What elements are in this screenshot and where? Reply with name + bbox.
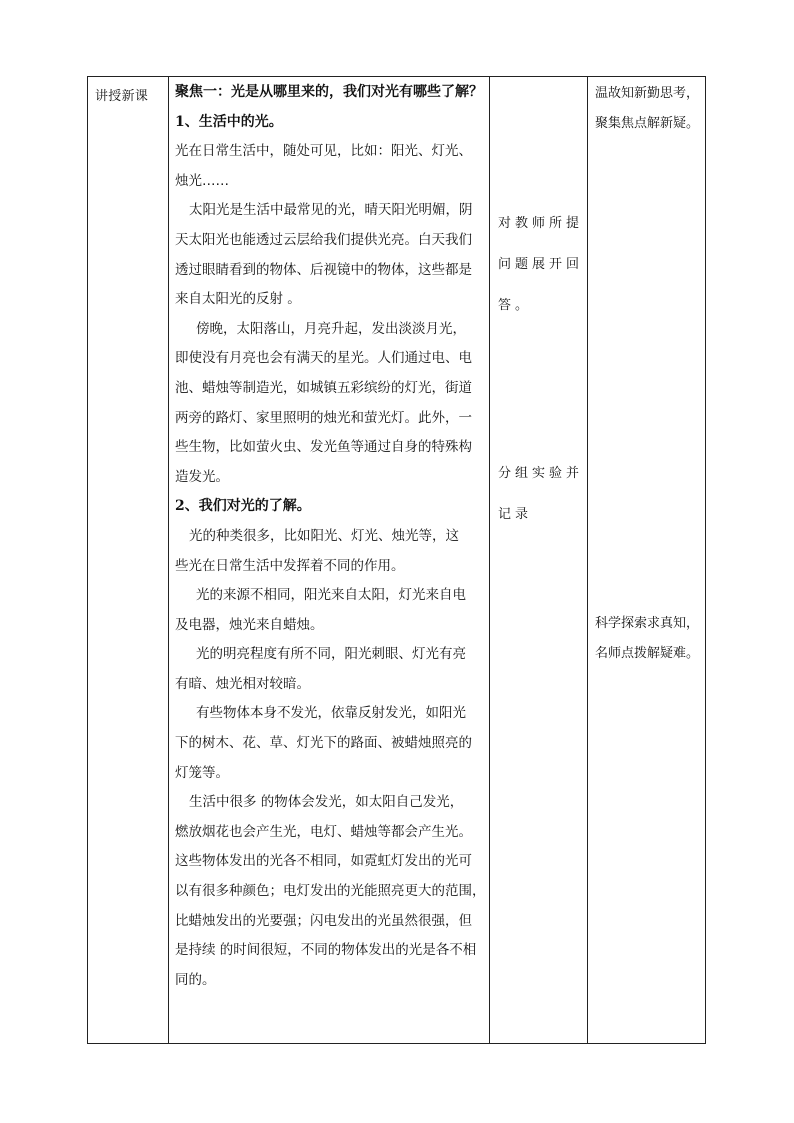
content-line: 些光在日常生活中发挥着不同的作用。: [175, 557, 405, 574]
design-intent-1: [588, 79, 699, 139]
content-line: 光的明亮程度有所不同，阳光刺眼、灯光有亮: [196, 646, 466, 663]
content-line: 有暗、烛光相对较暗。: [175, 675, 310, 692]
content-line: 即使没有月亮也会有满天的星光。人们通过电、电: [175, 350, 472, 367]
content-line: 造发光。: [175, 468, 229, 485]
subheading-2: 2、我们对光的了解。: [175, 498, 311, 515]
content-line: 以有很多种颜色；电灯发出的光能照亮更大的范围，: [175, 883, 486, 900]
intent-line: 名师点拨解疑难。: [595, 646, 700, 661]
content-line: 天太阳光也能透过云层给我们提供光亮。白天我们: [175, 231, 472, 248]
content-line: 光在日常生活中，随处可见，比如：阳光、灯光、: [175, 143, 472, 160]
content-line: 比蜡烛发出的光要强；闪电发出的光虽然很强，但: [175, 912, 472, 929]
content-line: 傍晚，太阳落山，月亮升起，发出淡淡月光，: [196, 320, 466, 337]
column-divider: [587, 77, 588, 1043]
content-line: 有些物体本身不发光，依靠反射发光，如阳光: [196, 705, 466, 722]
content-line: 池、蜡烛等制造光，如城镇五彩缤纷的灯光，街道: [175, 379, 472, 396]
content-line: 光的种类很多，比如阳光、灯光、烛光等，这: [189, 527, 459, 544]
content-line: 是持续 的时间很短，不同的物体发出的光是各不相: [175, 942, 477, 959]
intent-line: 温故知新勤思考，: [595, 86, 700, 101]
content-line: 太阳光是生活中最常见的光，晴天阳光明媚，阴: [189, 202, 473, 219]
teaching-content-cell: [169, 77, 489, 995]
content-line: 两旁的路灯、家里照明的烛光和萤光灯。此外，一: [175, 409, 472, 426]
content-line: 下的树木、花、草、灯光下的路面、被蜡烛照亮的: [175, 735, 472, 752]
content-line: 灯笼等。: [175, 764, 229, 781]
section-label-cell: [88, 77, 168, 104]
content-line: 燃放烟花也会产生光，电灯、蜡烛等都会产生光。: [175, 823, 472, 840]
subheading-1: 1、生活中的光。: [175, 113, 283, 130]
design-intent-2: [588, 609, 699, 669]
intent-line: 科学探索求真知，: [595, 616, 700, 631]
activity-line: 记录: [498, 507, 533, 522]
section-label: 讲授新课: [95, 89, 149, 104]
intent-line: 聚集焦点解新疑。: [595, 116, 700, 131]
content-line: 来自太阳光的反射 。: [175, 291, 301, 308]
lesson-table: [87, 76, 706, 1044]
activity-line: 问题展开回: [498, 257, 584, 272]
activity-line: 对教师所提: [498, 216, 584, 231]
activity-line: 答。: [498, 298, 533, 313]
content-line: 光的来源不相同，阳光来自太阳，灯光来自电: [196, 587, 466, 604]
content-line: 些生物，比如萤火虫、发光鱼等通过自身的特殊构: [175, 439, 472, 456]
content-line: 透过眼睛看到的物体、后视镜中的物体，这些都是: [175, 261, 472, 278]
student-activity-experiment: [490, 453, 583, 535]
focus-heading: 聚焦一：光是从哪里来的，我们对光有哪些了解？: [175, 84, 483, 100]
content-line: 及电器，烛光来自蜡烛。: [175, 616, 324, 633]
content-line: 同的。: [175, 971, 216, 988]
content-line: 这些物体发出的光各不相同，如霓虹灯发出的光可: [175, 853, 472, 870]
content-line: 烛光……: [175, 172, 229, 189]
activity-line: 分组实验并: [498, 466, 584, 481]
student-activity-answer: [490, 203, 583, 326]
content-line: 生活中很多 的物体会发光，如太阳自己发光，: [189, 794, 464, 811]
